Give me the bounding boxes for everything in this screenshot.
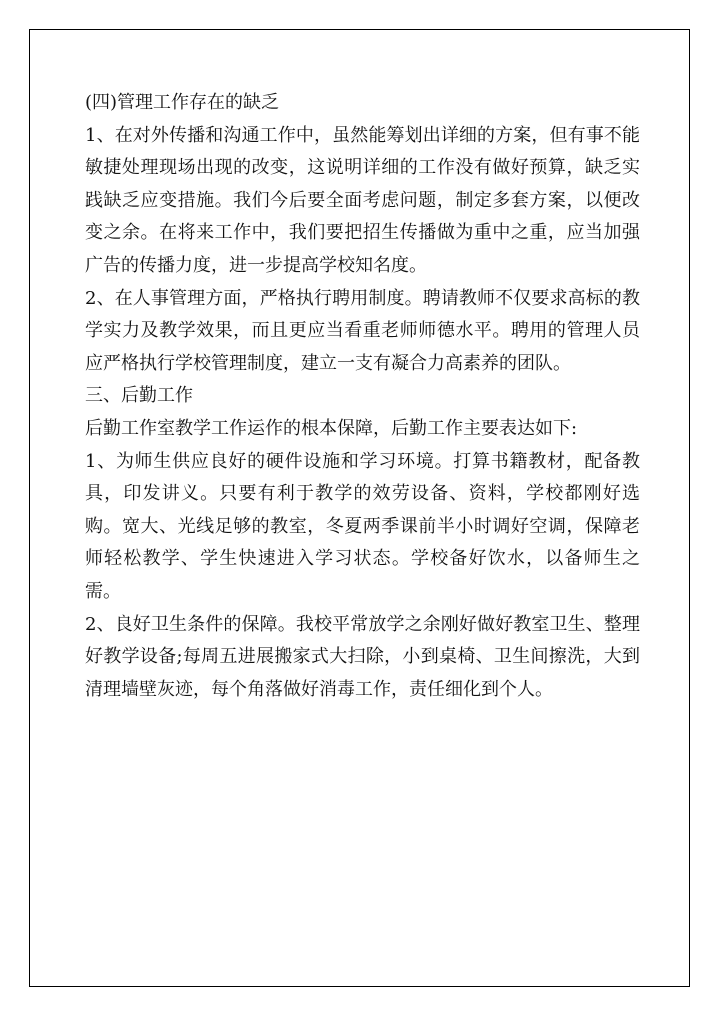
paragraph-hygiene: 2、良好卫生条件的保障。我校平常放学之余刚好做好教室卫生、整理好教学设备;每周五进展搬家式大扫除，小到桌椅、卫生间擦洗，大到清理墙壁灰迹，每个角落做好消毒工作，责任细化到个人。 [85, 613, 640, 700]
paragraph-facilities: 1、为师生供应良好的硬件设施和学习环境。打算书籍教材，配备教具，印发讲义。只要有利于教学的效劳设备、资料，学校都刚好选购。宽大、光线足够的教室，冬夏两季课前半小时调好空调，保障老师轻松教学、学生快速进入学习状态。学校备好饮水，以备师生之需。 [85, 450, 640, 602]
document-body [85, 87, 640, 706]
section-heading-logistics: 三、后勤工作 [85, 385, 193, 407]
paragraph-communication: 1、在对外传播和沟通工作中，虽然能筹划出详细的方案，但有事不能敏捷处理现场出现的改变，这说明详细的工作没有做好预算，缺乏实践缺乏应变措施。我们今后要全面考虑问题，制定多套方案，以便改变之余。在将来工作中，我们要把招生传播做为重中之重，应当加强广告的传播力度，进一步提高学校知名度。 [85, 124, 640, 276]
section-heading-management-shortcomings: (四)管理工作存在的缺乏 [85, 92, 280, 113]
paragraph-logistics-intro: 后勤工作室教学工作运作的根本保障，后勤工作主要表达如下: [85, 417, 578, 439]
paragraph-personnel: 2、在人事管理方面，严格执行聘用制度。聘请教师不仅要求高标的教学实力及教学效果，而且更应当看重老师师德水平。聘用的管理人员应严格执行学校管理制度，建立一支有凝合力高素养的团队。 [85, 287, 640, 374]
